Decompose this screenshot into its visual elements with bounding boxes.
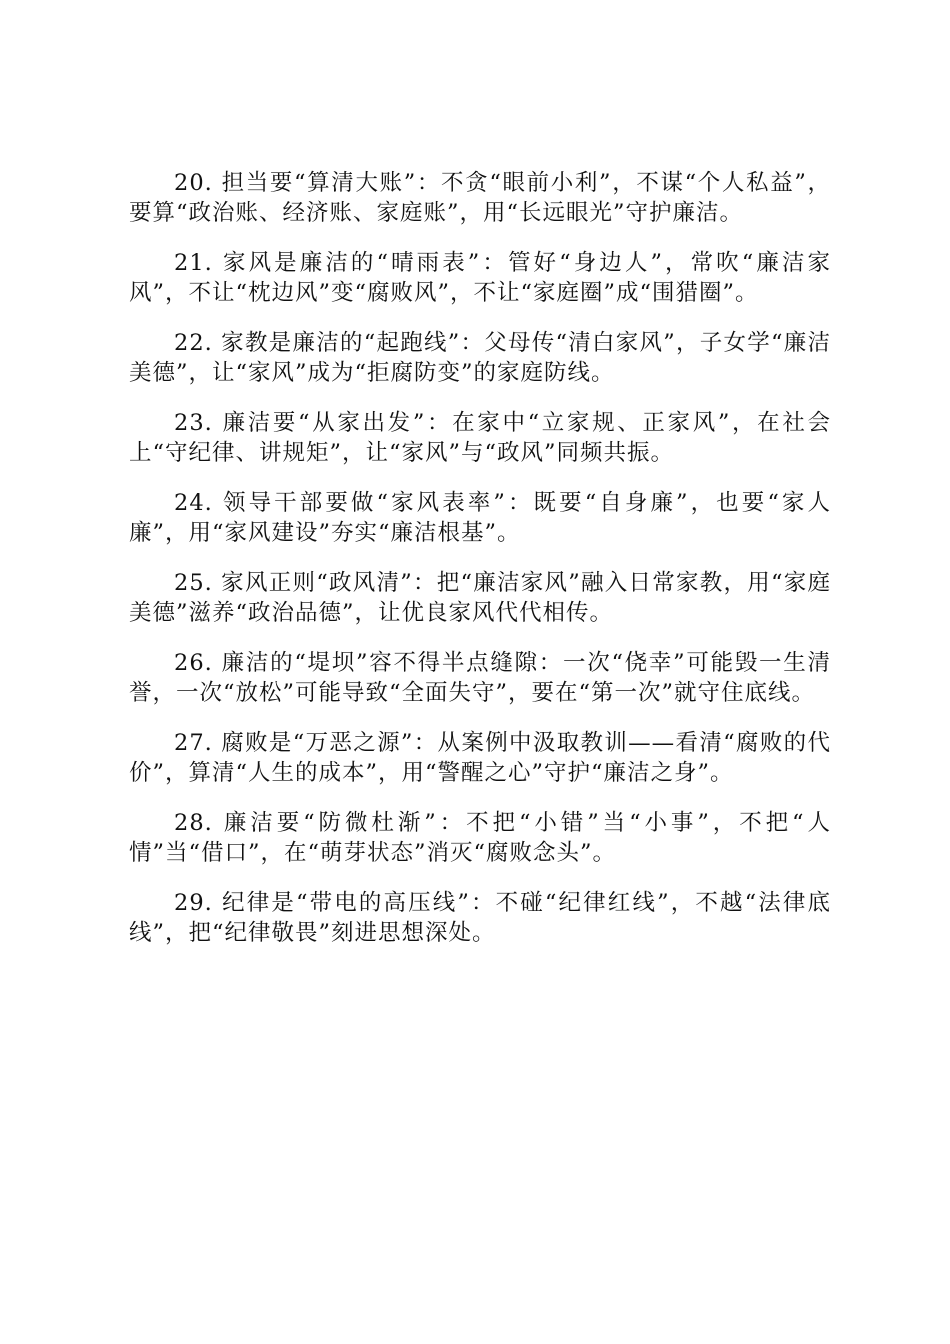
paragraph-20: 20. 担当要“算清大账”：不贪“眼前小利”，不谋“个人私益”，要算“政治账、经济账、家庭账”，用“长远眼光”守护廉洁。	[129, 170, 831, 226]
paragraph-22: 22. 家教是廉洁的“起跑线”：父母传“清白家风”，子女学“廉洁美德”，让“家风”成为“拒腐防变”的家庭防线。	[129, 330, 831, 386]
document-body	[129, 168, 831, 968]
paragraph-26: 26. 廉洁的“堤坝”容不得半点缝隙：一次“侥幸”可能毁一生清誉，一次“放松”可能导致“全面失守”，要在“第一次”就守住底线。	[129, 650, 831, 706]
paragraph-24: 24. 领导干部要做“家风表率”：既要“自身廉”，也要“家人廉”，用“家风建设”夯实“廉洁根基”。	[129, 490, 831, 546]
paragraph-23: 23. 廉洁要“从家出发”：在家中“立家规、正家风”，在社会上“守纪律、讲规矩”，让“家风”与“政风”同频共振。	[129, 410, 831, 466]
paragraph-28: 28. 廉洁要“防微杜渐”：不把“小错”当“小事”，不把“人情”当“借口”，在“萌芽状态”消灭“腐败念头”。	[129, 810, 831, 866]
paragraph-27: 27. 腐败是“万恶之源”：从案例中汲取教训——看清“腐败的代价”，算清“人生的成本”，用“警醒之心”守护“廉洁之身”。	[129, 730, 831, 786]
paragraph-25: 25. 家风正则“政风清”：把“廉洁家风”融入日常家教，用“家庭美德”滋养“政治品德”，让优良家风代代相传。	[129, 570, 831, 626]
paragraph-21: 21. 家风是廉洁的“晴雨表”：管好“身边人”，常吹“廉洁家风”，不让“枕边风”变“腐败风”，不让“家庭圈”成“围猎圈”。	[129, 250, 831, 306]
paragraph-29: 29. 纪律是“带电的高压线”：不碰“纪律红线”，不越“法律底线”，把“纪律敬畏”刻进思想深处。	[129, 890, 831, 946]
